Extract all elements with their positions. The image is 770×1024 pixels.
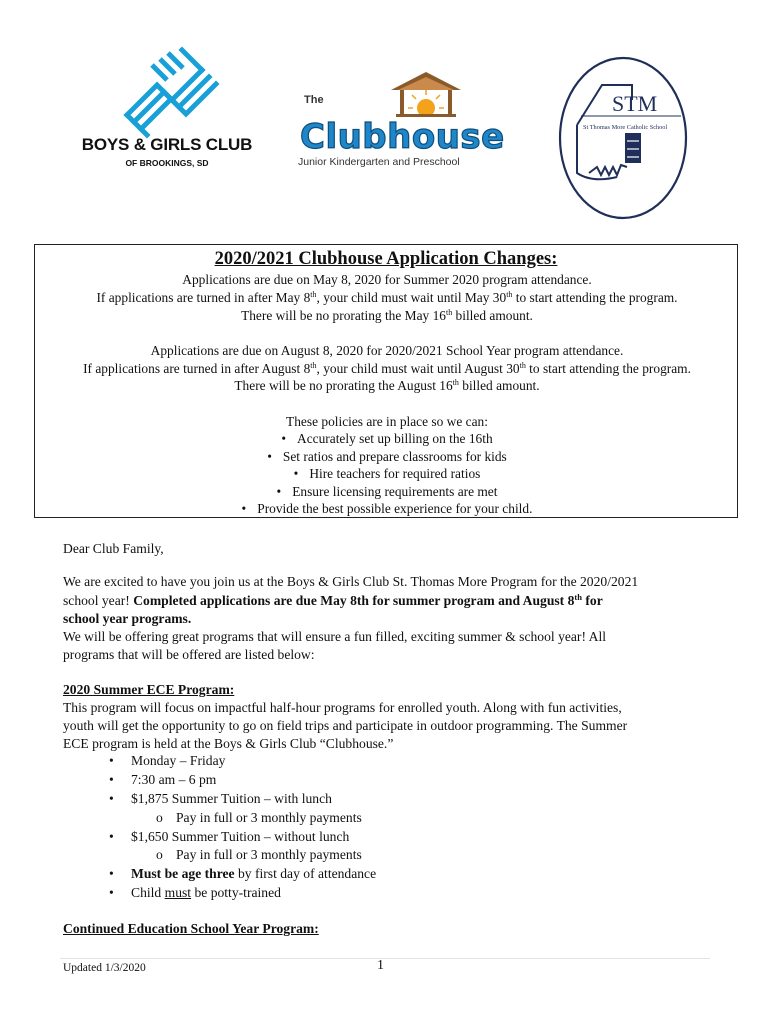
clubhouse-subtitle: Junior Kindergarten and Preschool [298, 156, 460, 168]
st-thomas-more-logo [557, 55, 689, 220]
list-subitem: o Pay in full or 3 monthly payments [156, 847, 362, 862]
clubhouse-wordmark [296, 106, 505, 158]
policy-item: • Accurately set up billing on the 16th [281, 431, 493, 446]
bgc-hands-icon [112, 55, 222, 135]
letter-p1-line1: We are excited to have you join us at the Boys & Girls Club St. Thomas More Program for the 2020/2021 [63, 574, 639, 589]
policy-item: • Ensure licensing requirements are met [276, 484, 498, 499]
page-number: 1 [377, 958, 384, 973]
letter-p1-line2: school year! Completed applications are due May 8th for summer program and August 8th for [63, 592, 603, 608]
policies-intro: These policies are in place so we can: [286, 414, 488, 429]
policy-box [34, 244, 738, 518]
letter-p2-line1: We will be offering great programs that will ensure a fun filled, exciting summer & school year! All [63, 629, 607, 644]
logo-header [0, 0, 770, 235]
summer-desc-line3: ECE program is held at the Boys & Girls Club “Clubhouse.” [63, 736, 394, 751]
footer-divider [60, 958, 710, 959]
clubhouse-the: The [304, 94, 324, 106]
stm-school-name: St Thomas More Catholic School [583, 124, 668, 131]
boys-girls-club-logo [72, 55, 262, 180]
bgc-title: BOYS & GIRLS CLUB [81, 135, 253, 154]
continued-program-heading: Continued Education School Year Program: [63, 921, 319, 936]
list-item: • Monday – Friday [109, 753, 226, 768]
bgc-subtitle: OF BROOKINGS, SD [125, 158, 209, 168]
policy-item: • Provide the best possible experience for your child. [241, 501, 533, 516]
list-item: • Must be age three by first day of attendance [109, 866, 377, 881]
summer-program-heading: 2020 Summer ECE Program: [63, 682, 235, 697]
school-year-prorate-line: There will be no prorating the August 16th billed amount. [234, 378, 540, 393]
list-item: • 7:30 am – 6 pm [109, 772, 217, 787]
policy-item: • Hire teachers for required ratios [293, 466, 481, 481]
policy-item: • Set ratios and prepare classrooms for kids [267, 449, 507, 464]
summer-desc-line2: youth will get the opportunity to go on field trips and participate in outdoor programming. The Summer [63, 718, 628, 733]
footer-updated-date: Updated 1/3/2020 [63, 962, 146, 974]
school-year-deadline-line: Applications are due on August 8, 2020 for 2020/2021 School Year program attendance. [150, 343, 624, 358]
letter-greeting: Dear Club Family, [63, 541, 164, 556]
clubhouse-logo [296, 68, 505, 178]
summer-desc-line1: This program will focus on impactful half-hour programs for enrolled youth. Along with fun activities, [63, 700, 622, 715]
school-year-late-line: If applications are turned in after August 8th, your child must wait until August 30th to start attending the program. [83, 361, 691, 376]
list-item: • $1,875 Summer Tuition – with lunch [109, 791, 332, 806]
letter-p1-line3: school year programs. [63, 611, 192, 626]
stm-initials: STM [612, 91, 658, 116]
summer-prorate-line: There will be no prorating the May 16th billed amount. [241, 308, 533, 323]
letter-p2-line2: programs that will be offered are listed below: [63, 647, 315, 662]
list-subitem: o Pay in full or 3 monthly payments [156, 810, 362, 825]
list-item: • $1,650 Summer Tuition – without lunch [109, 829, 350, 844]
summer-late-line: If applications are turned in after May 8th, your child must wait until May 30th to start attending the program. [96, 290, 678, 305]
policy-title: 2020/2021 Clubhouse Application Changes: [214, 249, 558, 269]
summer-deadline-line: Applications are due on May 8, 2020 for Summer 2020 program attendance. [182, 272, 592, 287]
list-item: • Child must be potty-trained [109, 885, 281, 900]
clubhouse-wordmark-text: Clubhouse [300, 117, 505, 157]
